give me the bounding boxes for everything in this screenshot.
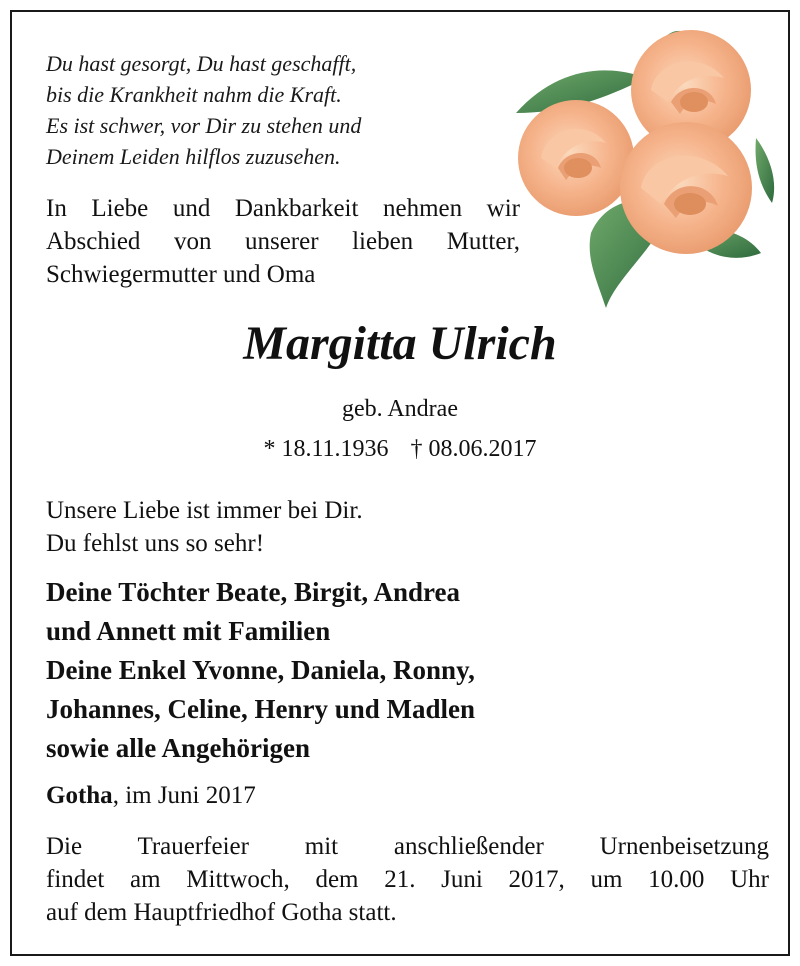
mourners-line: Deine Enkel Yvonne, Daniela, Ronny, — [46, 655, 475, 685]
death-date: † 08.06.2017 — [410, 436, 537, 462]
poem-line: bis die Krankheit nahm die Kraft. — [46, 82, 342, 107]
mourners-line: Deine Töchter Beate, Birgit, Andrea — [46, 577, 460, 607]
life-dates — [12, 436, 788, 463]
mourners-line: Johannes, Celine, Henry und Madlen — [46, 694, 476, 724]
mourners-list — [46, 573, 475, 768]
intro-line: In Liebe und Dankbarkeit nehmen wir — [46, 195, 520, 222]
maiden-name: geb. Andrae — [342, 396, 458, 422]
place-date — [46, 782, 256, 810]
birth-date: * 18.11.1936 — [263, 436, 389, 462]
poem-line: Du hast gesorgt, Du hast geschafft, — [46, 51, 357, 76]
place-date-text: , im Juni 2017 — [112, 782, 256, 809]
obituary-frame — [10, 10, 790, 956]
intro-text — [46, 192, 520, 291]
funeral-line: findet am Mittwoch, dem 21. Juni 2017, um 10.00 Uhr — [46, 866, 769, 893]
intro-line: Schwiegermutter und Oma — [46, 261, 316, 288]
intro-line: Abschied von unserer lieben Mutter, — [46, 228, 520, 255]
funeral-line: Die Trauerfeier mit anschließender Urnenbeisetzung — [46, 833, 769, 860]
place-city: Gotha — [46, 782, 113, 809]
funeral-info — [46, 830, 769, 929]
roses-image — [496, 18, 796, 318]
message-line: Unsere Liebe ist immer bei Dir. — [46, 497, 363, 524]
poem-line: Es ist schwer, vor Dir zu stehen und — [46, 113, 362, 138]
message-line: Du fehlst uns so sehr! — [46, 530, 265, 557]
deceased-name: Margitta Ulrich — [243, 317, 557, 370]
poem — [46, 48, 361, 172]
poem-line: Deinem Leiden hilflos zuzusehen. — [46, 144, 341, 169]
farewell-message — [46, 494, 363, 560]
mourners-line: und Annett mit Familien — [46, 616, 331, 646]
mourners-line: sowie alle Angehörigen — [46, 733, 310, 763]
funeral-line: auf dem Hauptfriedhof Gotha statt. — [46, 899, 397, 926]
